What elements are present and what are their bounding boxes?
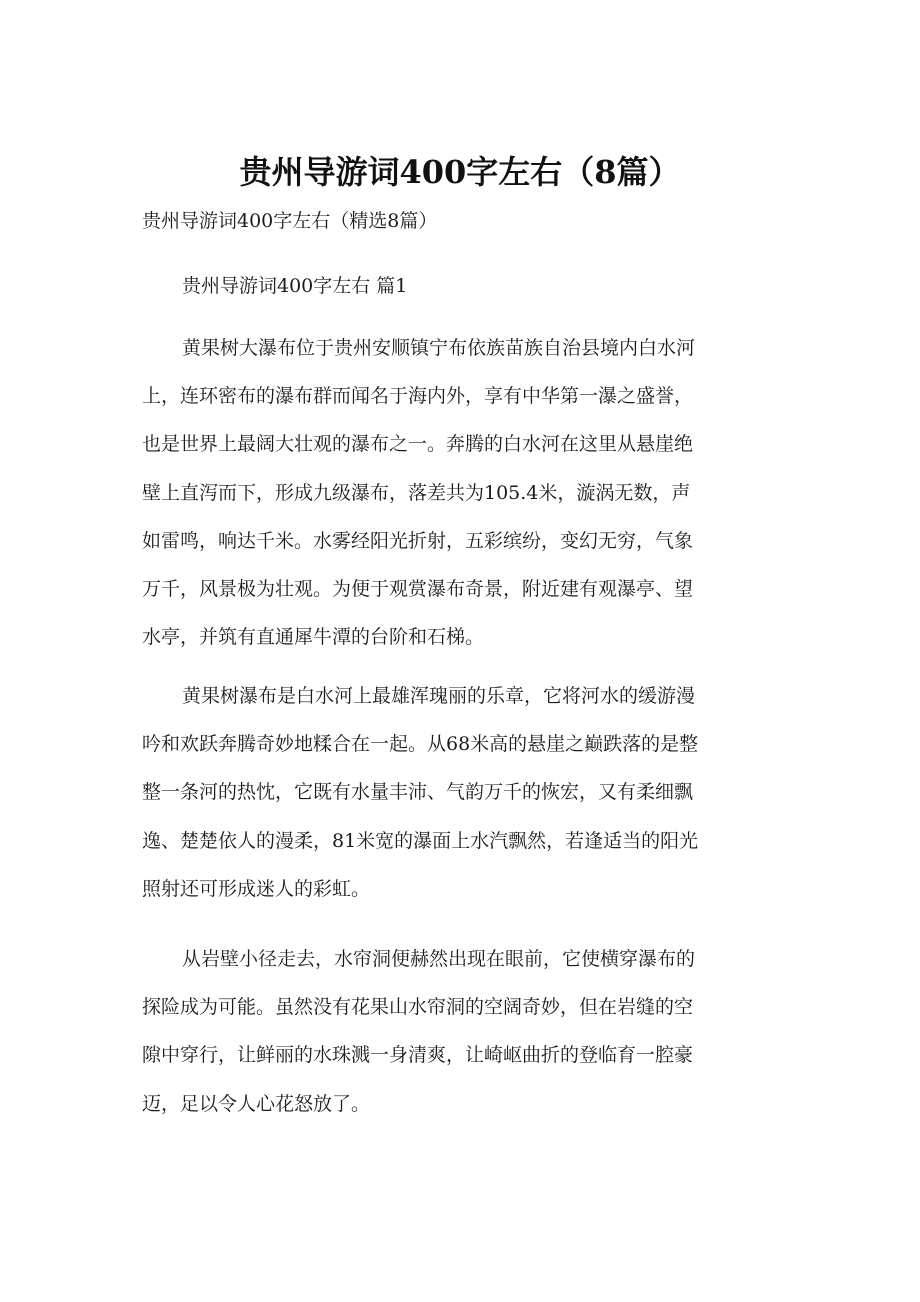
paragraph-line: 吟和欢跃奔腾奇妙地糅合在一起。从68米高的悬崖之巅跌落的是整	[142, 733, 699, 756]
paragraph-line: 隙中穿行，让鲜丽的水珠溅一身清爽，让崎岖曲折的登临育一腔豪	[142, 1044, 694, 1067]
paragraph-line: 整一条河的热忱，它既有水量丰沛、气韵万千的恢宏，又有柔细飘	[142, 781, 694, 804]
paragraph-line: 如雷鸣，响达千米。水雾经阳光折射，五彩缤纷，变幻无穷，气象	[142, 529, 694, 552]
paragraph-line: 黄果树瀑布是白水河上最雄浑瑰丽的乐章，它将河水的缓游漫	[182, 685, 696, 707]
paragraph-line: 迈，足以令人心花怒放了。	[142, 1092, 371, 1115]
paragraph-line: 从岩壁小径走去，水帘洞便赫然出现在眼前，它使横穿瀑布的	[182, 948, 696, 970]
paragraph-line: 探险成为可能。虽然没有花果山水帘洞的空阔奇妙，但在岩缝的空	[142, 996, 694, 1019]
paragraph-2	[142, 672, 782, 913]
document-subtitle: 贵州导游词400字左右（精选8篇）	[142, 210, 438, 232]
paragraph-line: 照射还可形成迷人的彩虹。	[142, 877, 371, 900]
paragraph-line: 也是世界上最阔大壮观的瀑布之一。奔腾的白水河在这里从悬崖绝	[142, 433, 694, 456]
paragraph-3	[142, 935, 782, 1128]
section-heading: 贵州导游词400字左右 篇1	[182, 275, 408, 297]
paragraph-line: 黄果树大瀑布位于贵州安顺镇宁布依族苗族自治县境内白水河	[182, 337, 696, 359]
paragraph-line: 壁上直泻而下，形成九级瀑布，落差共为105.4米，漩涡无数，声	[142, 481, 691, 504]
paragraph-line: 上，连环密布的瀑布群而闻名于海内外，享有中华第一瀑之盛誉，	[142, 385, 694, 408]
paragraph-line: 万千，风景极为壮观。为便于观赏瀑布奇景，附近建有观瀑亭、望	[142, 577, 694, 600]
paragraph-line: 水亭，并筑有直通犀牛潭的台阶和石梯。	[142, 626, 485, 649]
paragraph-1	[142, 324, 782, 661]
paragraph-line: 逸、楚楚依人的漫柔，81米宽的瀑面上水汽飘然，若逢适当的阳光	[142, 829, 699, 852]
document-title: 贵州导游词400字左右（8篇）	[239, 153, 681, 191]
